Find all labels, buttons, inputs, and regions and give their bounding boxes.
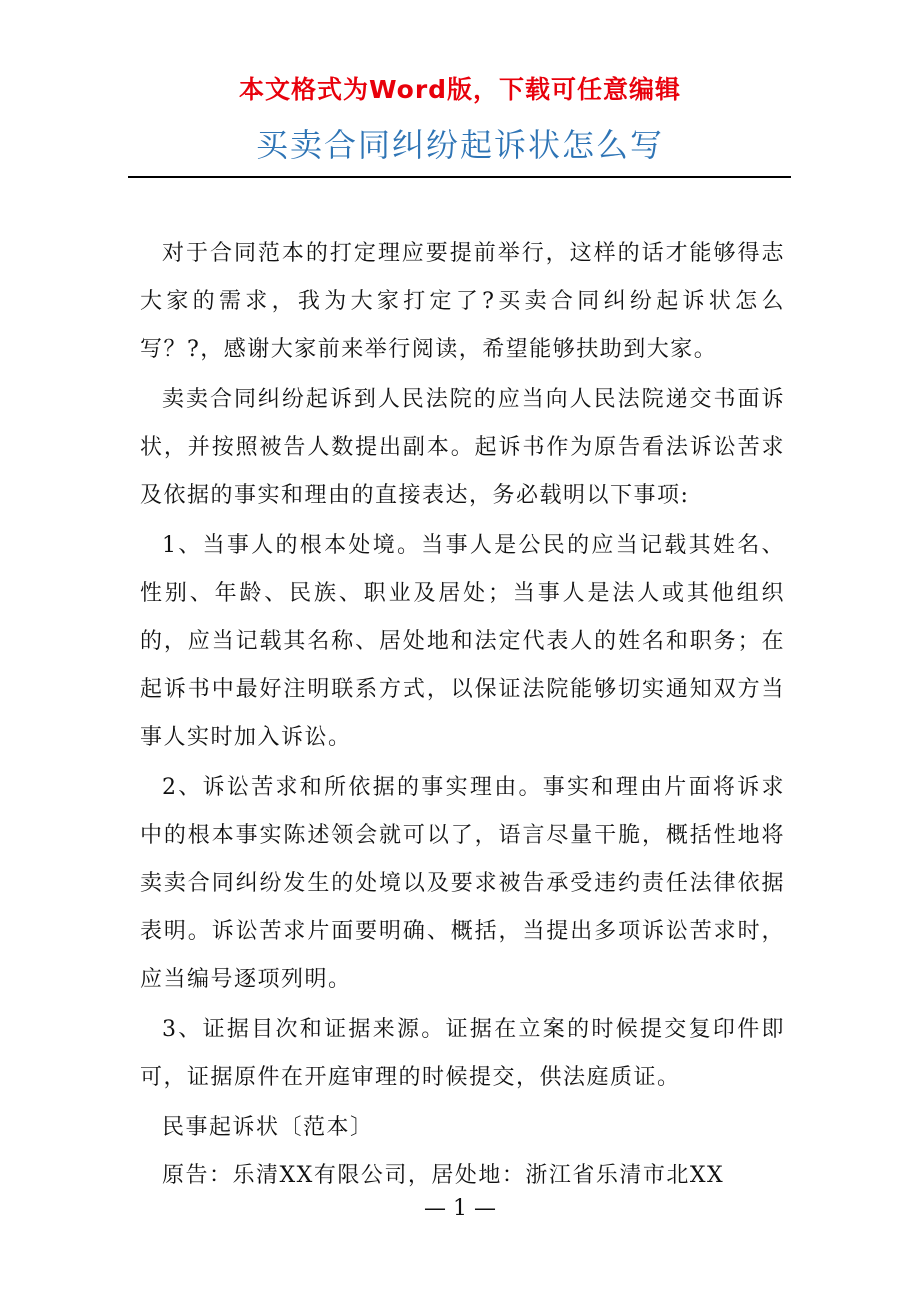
- item-2-paragraph: 2、诉讼苦求和所依据的事实理由。事实和理由片面将诉求中的根本事实陈述领会就可以了，语言尽量干脆，概括性地将卖卖合同纠纷发生的处境以及要求被告承受违约责任法律依据表明。诉讼苦求片面要明确、概括，当提出多项诉讼苦求时，应当编号逐项列明。: [140, 775, 785, 992]
- template-heading: 民事起诉状〔范本〕: [162, 1115, 374, 1140]
- plaintiff-line: 原告：乐清XX有限公司，居处地：浙江省乐清市北XX: [162, 1163, 725, 1188]
- document-title: 买卖合同纠纷起诉状怎么写: [255, 126, 664, 164]
- item-1-paragraph: 1、当事人的根本处境。当事人是公民的应当记载其姓名、性别、年龄、民族、职业及居处；当事人是法人或其他组织的，应当记载其名称、居处地和法定代表人的姓名和职务；在起诉书中最好注明联系方式，以保证法院能够切实通知双方当事人实时加入诉讼。: [140, 533, 785, 750]
- intro-paragraph: 对于合同范本的打定理应要提前举行，这样的话才能够得志大家的需求，我为大家打定了?买卖合同纠纷起诉状怎么写？?，感谢大家前来举行阅读，希望能够扶助到大家。: [140, 241, 785, 362]
- title-divider: [128, 176, 791, 178]
- download-banner: 本文格式为Word版，下载可任意编辑: [238, 75, 682, 104]
- document-body: [140, 230, 785, 1200]
- filing-paragraph: 卖卖合同纠纷起诉到人民法院的应当向人民法院递交书面诉状，并按照被告人数提出副本。起诉书作为原告看法诉讼苦求及依据的事实和理由的直接表达，务必载明以下事项:: [140, 387, 785, 508]
- page-number: — 1 —: [424, 1196, 496, 1221]
- item-3-paragraph: 3、证据目次和证据来源。证据在立案的时候提交复印件即可，证据原件在开庭审理的时候提交，供法庭质证。: [140, 1017, 785, 1090]
